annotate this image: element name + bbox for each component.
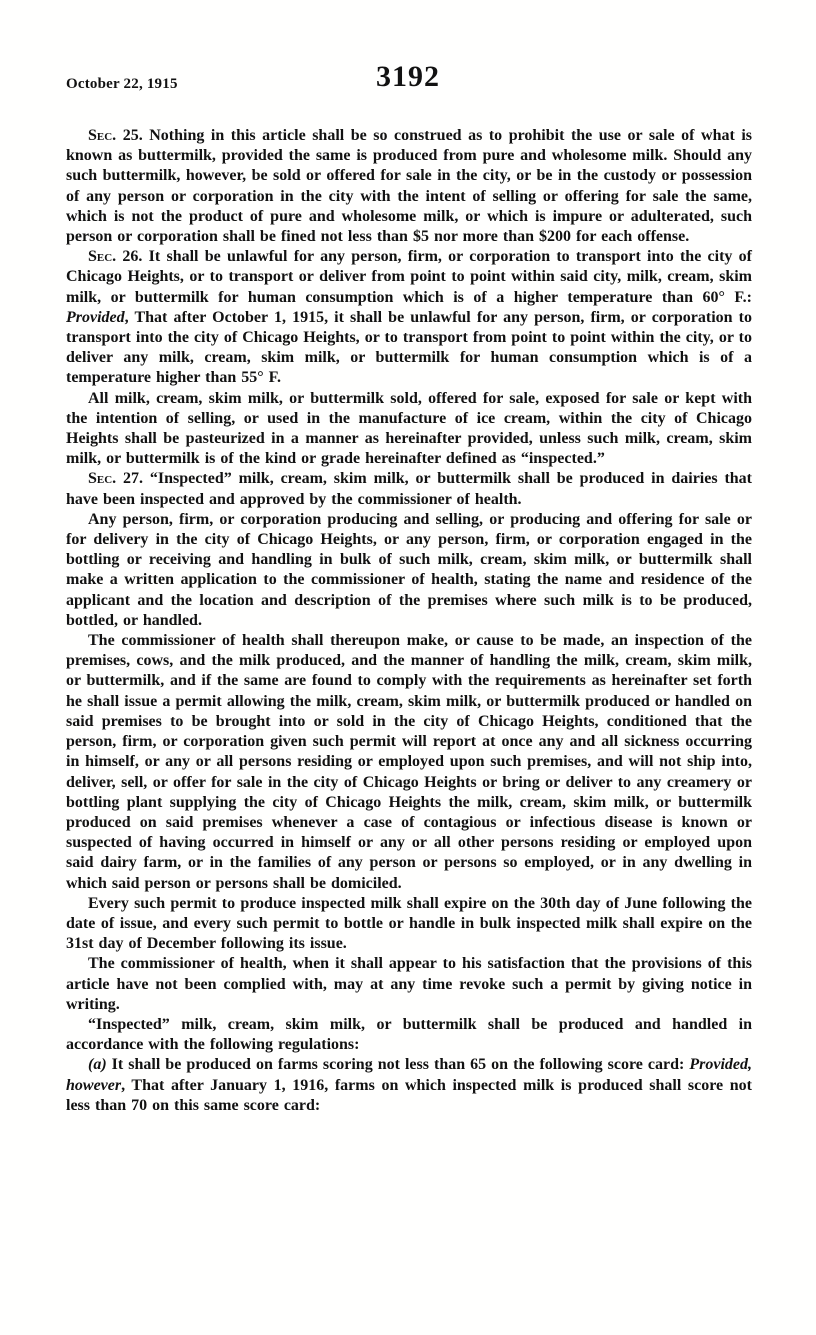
text-run: (a) bbox=[88, 1056, 107, 1074]
text-run: Nothing in this article shall be so construed as to prohibit the use or sale of what is known as buttermilk, provided the same is produced from pure and wholesome milk. Should any such buttermilk, however, be sold or offered for sale in the city, or be in the custody or possession of any person or corporation in the city with the intent of selling or offering for sale the same, which is not the product of pure and wholesome milk, or which is impure or adulterated, such person or corporation shall be fined not less than $5 nor more than $200 for each offense. bbox=[66, 127, 752, 246]
paragraph bbox=[66, 126, 752, 247]
text-run: Sec. 27. bbox=[88, 470, 144, 488]
text-run: Sec. 26. bbox=[88, 248, 143, 266]
text-run: Provided bbox=[66, 308, 125, 326]
text-run: It shall be unlawful for any person, firm, or corporation to transport into the city of Chicago Heights, or to transport or deliver from point to point within said city, milk, cream, skim milk, or buttermilk for human consumption which is of a higher temperature than 60° F.: bbox=[66, 248, 753, 306]
text-run: “Inspected” milk, cream, skim milk, or buttermilk shall be produced in dairies that have been inspected and approved by the commissioner of health. bbox=[66, 470, 752, 508]
text-run: , That after January 1, 1916, farms on which inspected milk is produced shall score not less than 70 on this same score card: bbox=[66, 1076, 752, 1114]
paragraph bbox=[66, 954, 752, 1015]
text-run: Any person, firm, or corporation producing and selling, or producing and offering for sale or for delivery in the city of Chicago Heights, or any person, firm, or corporation engaged in the bottling or receiving and handling in bulk of such milk, cream, skim milk, or buttermilk shall make a written application to the commissioner of health, stating the name and residence of the applicant and the location and description of the premises where such milk is to be produced, bottled, or handled. bbox=[66, 510, 752, 629]
text-run: It shall be produced on farms scoring not less than 65 on the following score card: bbox=[106, 1056, 690, 1074]
text-run: The commissioner of health shall thereupon make, or cause to be made, an inspection of the premises, cows, and the milk produced, and the manner of handling the milk, cream, skim milk, or buttermilk, and if the same are found to comply with the requirements as hereinafter set forth he shall issue a permit allowing the milk, cream, skim milk, or buttermilk produced or handled on said premises to be brought into or sold in the city of Chicago Heights, conditioned that the person, firm, or corporation given such permit will report at once any and all sickness occurring in himself, or any or all persons residing or employed upon such premises, and will not ship into, deliver, sell, or offer for sale in the city of Chicago Heights or bring or deliver to any creamery or bottling plant supplying the city of Chicago Heights the milk, cream, skim milk, or buttermilk produced on said premises whenever a case of contagious or infectious disease is known or suspected of having occurred in himself or any or all other persons residing or employed upon said dairy farm, or in the families of any person or persons so employed, or in any dwelling in which said person or persons shall be domiciled. bbox=[66, 632, 752, 892]
text-run: “Inspected” milk, cream, skim milk, or buttermilk shall be produced and handled in accordance with the following regulations: bbox=[66, 1015, 752, 1054]
header-date: October 22, 1915 bbox=[66, 76, 178, 92]
text-run: , That after October 1, 1915, it shall be unlawful for any person, firm, or corporation to transport into the city of Chicago Heights, or to transport from point to point within the city, or to deliver any milk, cream, skim milk, or buttermilk for human consumption which is of a temperature higher than 55° F. bbox=[66, 308, 752, 387]
paragraph bbox=[66, 894, 752, 955]
text-run: The commissioner of health, when it shall appear to his satisfaction that the provisions of this article have not been complied with, may at any time revoke such a permit by giving notice in writing. bbox=[66, 955, 752, 1013]
document-body bbox=[66, 126, 752, 1116]
text-run: Sec. 25. bbox=[88, 127, 143, 144]
paragraph bbox=[66, 389, 752, 470]
paragraph bbox=[66, 510, 752, 631]
text-run: All milk, cream, skim milk, or buttermilk sold, offered for sale, exposed for sale or kept with the intention of selling, or used in the manufacture of ice cream, within the city of Chicago Heights shall be pasteurized in a manner as hereinafter provided, unless such milk, cream, skim milk, or buttermilk is of the kind or grade hereinafter defined as “inspected.” bbox=[66, 389, 752, 468]
paragraph bbox=[66, 631, 752, 894]
page-number: 3192 bbox=[376, 60, 440, 93]
paragraph bbox=[66, 469, 752, 509]
text-run: Provided, however bbox=[66, 1056, 752, 1094]
paragraph bbox=[66, 247, 752, 388]
paragraph bbox=[66, 1055, 752, 1116]
paragraph bbox=[66, 1015, 752, 1055]
text-run: Every such permit to produce inspected milk shall expire on the 30th day of June following the date of issue, and every such permit to bottle or handle in bulk inspected milk shall expire on the 31st day of December following its issue. bbox=[66, 894, 752, 953]
